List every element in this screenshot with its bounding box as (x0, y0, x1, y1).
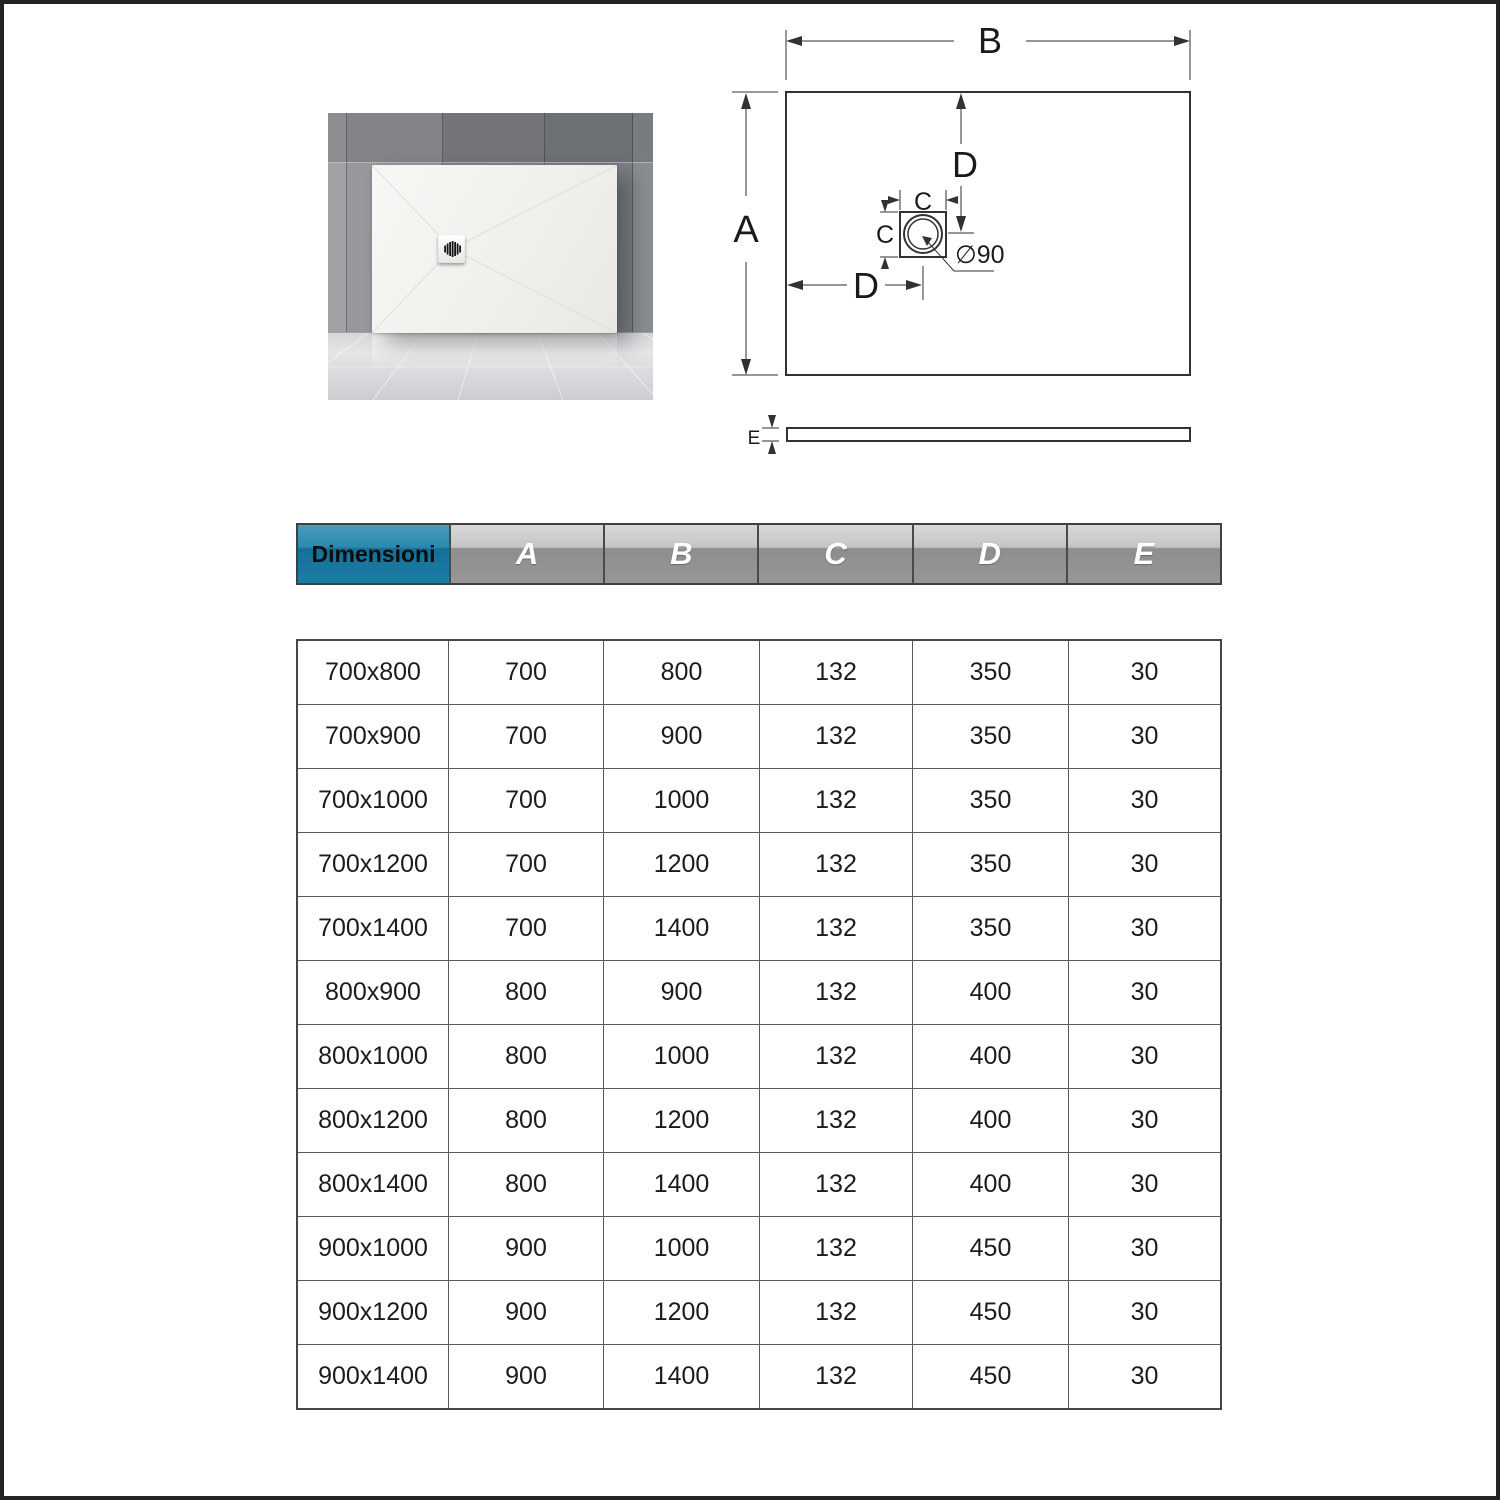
table-cell-size: 700x1000 (298, 769, 449, 832)
table-cell-e: 30 (1130, 1234, 1159, 1262)
table-cell-c: 132 (760, 833, 913, 896)
table-cell-b: 900 (604, 961, 760, 1024)
side-view-outline (787, 428, 1190, 441)
table-row (298, 1281, 1220, 1345)
plan-view-outline (786, 92, 1190, 375)
table-row (298, 1025, 1220, 1089)
table-cell-b: 1400 (604, 1153, 760, 1216)
arrow-left-icon (786, 36, 802, 46)
table-cell-c: 132 (760, 1025, 913, 1088)
table-cell-d: 350 (913, 897, 1069, 960)
table-cell-c: 132 (760, 705, 913, 768)
table-cell-d: 450 (913, 1281, 1069, 1344)
table-cell-c: 132 (760, 1217, 913, 1280)
table-cell-e: 30 (1130, 658, 1159, 686)
arrow-down-icon (768, 415, 776, 428)
arrow-up-icon (768, 441, 776, 454)
table-cell-a: 800 (449, 1025, 604, 1088)
table-cell-size: 700x900 (298, 705, 449, 768)
table-cell-a: 800 (449, 1089, 604, 1152)
table-cell-size: 800x1200 (298, 1089, 449, 1152)
dim-label-c-top: C (913, 188, 933, 216)
dim-label-d-vertical: D (952, 144, 978, 185)
table-cell-a: 700 (449, 833, 604, 896)
table-cell-b: 1400 (604, 1345, 760, 1408)
table-cell-a: 900 (449, 1217, 604, 1280)
table-cell-d: 400 (913, 1025, 1069, 1088)
table-row (298, 641, 1220, 705)
arrow-right-icon (1174, 36, 1190, 46)
table-cell-size: 700x1200 (298, 833, 449, 896)
table-cell-size: 900x1000 (298, 1217, 449, 1280)
table-cell-a: 700 (449, 897, 604, 960)
table-cell-d: 400 (913, 961, 1069, 1024)
table-cell-d: 450 (913, 1345, 1069, 1408)
dim-label-a: A (733, 209, 759, 251)
table-header (296, 523, 1222, 585)
table-row (298, 769, 1220, 833)
table-cell-c: 132 (760, 769, 913, 832)
dim-label-c-left: C (875, 221, 895, 249)
table-cell-size: 700x800 (298, 641, 449, 704)
table-cell-b: 1200 (604, 833, 760, 896)
table-cell-size: 900x1200 (298, 1281, 449, 1344)
table-cell-c: 132 (760, 1281, 913, 1344)
table-row (298, 897, 1220, 961)
table-row (298, 1153, 1220, 1217)
table-cell-a: 800 (449, 961, 604, 1024)
header-cell-dimensioni: Dimensioni (298, 525, 449, 583)
table-row (298, 1217, 1220, 1281)
table-cell-d: 400 (913, 1153, 1069, 1216)
table-cell-b: 1000 (604, 1217, 760, 1280)
table-row (298, 1345, 1220, 1408)
table-cell-b: 1200 (604, 1089, 760, 1152)
table-cell-e: 30 (1130, 1298, 1159, 1326)
table-row (298, 961, 1220, 1025)
table-cell-size: 900x1400 (298, 1345, 449, 1408)
table-cell-e: 30 (1130, 1106, 1159, 1134)
header-cell-d: D (912, 525, 1066, 583)
table-cell-e: 30 (1130, 978, 1159, 1006)
table-cell-size: 800x1000 (298, 1025, 449, 1088)
table-cell-c: 132 (760, 1089, 913, 1152)
table-cell-size: 700x1400 (298, 897, 449, 960)
table-row (298, 833, 1220, 897)
table-cell-a: 800 (449, 1153, 604, 1216)
table-row (298, 1089, 1220, 1153)
table-cell-e: 30 (1130, 1170, 1159, 1198)
table-cell-c: 132 (760, 1153, 913, 1216)
arrow-down-icon (741, 359, 751, 375)
table-cell-c: 132 (760, 641, 913, 704)
header-cell-b: B (603, 525, 757, 583)
table-cell-d: 350 (913, 641, 1069, 704)
table-cell-c: 132 (760, 961, 913, 1024)
table-cell-d: 400 (913, 1089, 1069, 1152)
table-cell-d: 350 (913, 769, 1069, 832)
dim-label-d-horizontal: D (853, 265, 879, 306)
dim-label-b: B (977, 20, 1003, 61)
table-cell-b: 1000 (604, 1025, 760, 1088)
table-cell-a: 900 (449, 1345, 604, 1408)
header-cell-a: A (449, 525, 603, 583)
table-cell-e: 30 (1130, 1362, 1159, 1390)
table-cell-e: 30 (1130, 786, 1159, 814)
table-cell-e: 30 (1130, 1042, 1159, 1070)
table-cell-a: 700 (449, 641, 604, 704)
dim-label-diameter: ∅90 (955, 241, 1005, 269)
header-cell-c: C (757, 525, 911, 583)
size-table-body (296, 639, 1222, 1410)
dimension-diagram (4, 4, 1244, 474)
table-cell-e: 30 (1130, 914, 1159, 942)
header-cell-e: E (1066, 525, 1220, 583)
table-cell-d: 350 (913, 705, 1069, 768)
table-cell-c: 132 (760, 1345, 913, 1408)
table-cell-d: 350 (913, 833, 1069, 896)
table-cell-size: 800x900 (298, 961, 449, 1024)
table-cell-a: 700 (449, 769, 604, 832)
table-cell-e: 30 (1130, 850, 1159, 878)
table-cell-a: 900 (449, 1281, 604, 1344)
table-cell-d: 450 (913, 1217, 1069, 1280)
table-cell-e: 30 (1130, 722, 1159, 750)
table-cell-size: 800x1400 (298, 1153, 449, 1216)
table-cell-b: 900 (604, 705, 760, 768)
table-cell-b: 800 (604, 641, 760, 704)
dim-label-e: E (747, 428, 761, 449)
table-cell-b: 1200 (604, 1281, 760, 1344)
table-row (298, 705, 1220, 769)
table-cell-c: 132 (760, 897, 913, 960)
table-cell-a: 700 (449, 705, 604, 768)
arrow-up-icon (741, 93, 751, 109)
table-cell-b: 1000 (604, 769, 760, 832)
table-cell-b: 1400 (604, 897, 760, 960)
